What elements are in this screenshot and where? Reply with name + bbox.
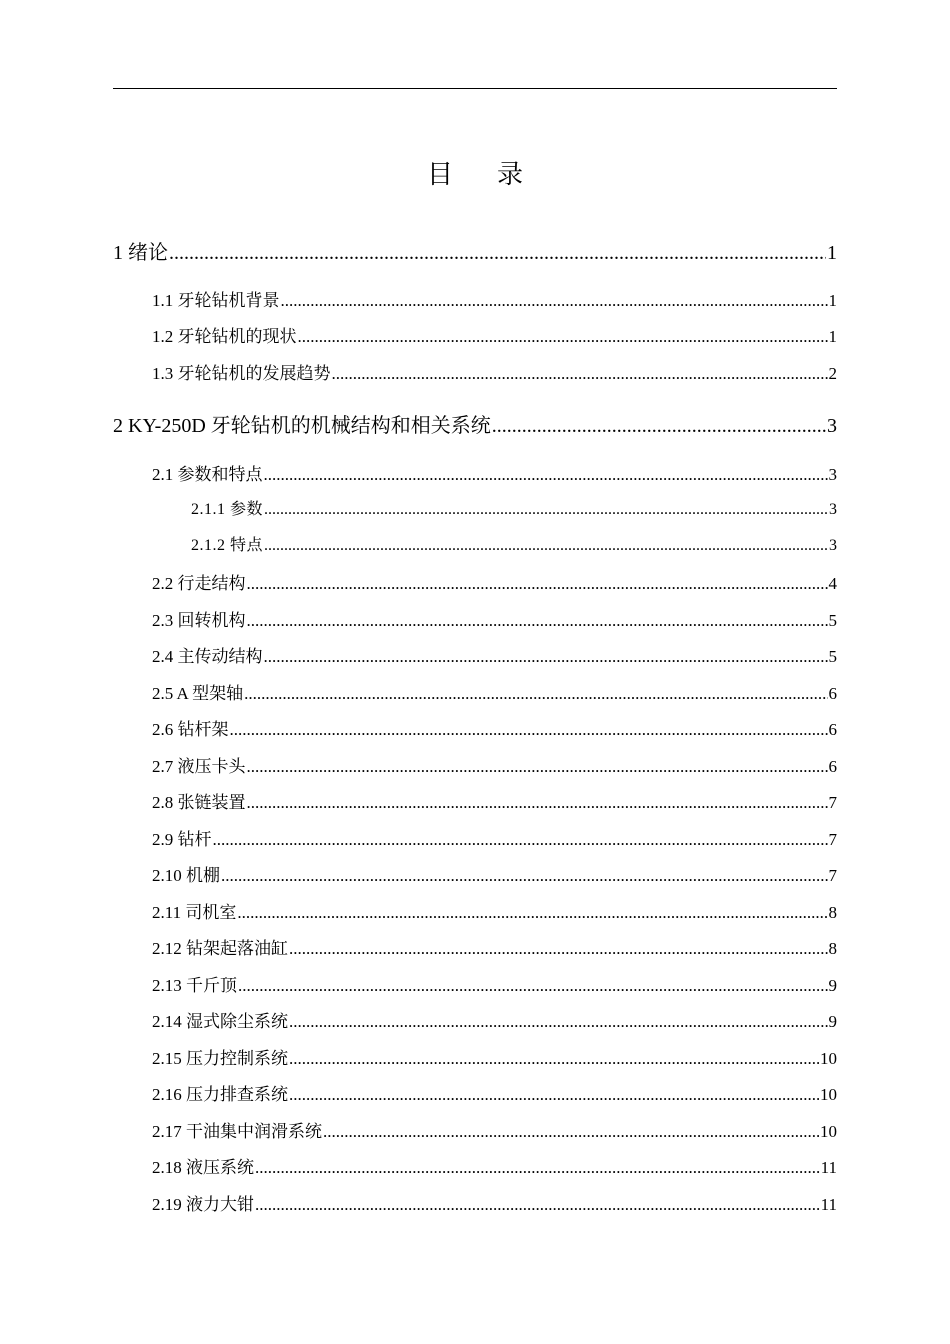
toc-entry-label: 2.12 钻架起落油缸 [152,939,288,958]
toc-entry-label: 2.17 干油集中润滑系统 [152,1122,322,1141]
toc-entry-page: 7 [828,793,837,812]
toc-dot-leader [281,291,828,311]
toc-dot-leader [289,939,828,959]
toc-entry-page: 4 [828,574,837,593]
toc-entry-page: 5 [828,611,837,630]
toc-entry-label: 2.19 液力大钳 [152,1195,254,1214]
toc-entry-page: 3 [827,415,837,437]
toc-entry-page: 10 [820,1122,837,1141]
toc-dot-leader [221,866,828,886]
toc-entry-page: 1 [828,327,837,346]
toc-entry-label: 1 绪论 [113,242,168,264]
toc-entry-page: 3 [829,537,837,554]
toc-entry-page: 3 [829,501,837,518]
toc-dot-leader [238,976,828,996]
toc-dot-leader [264,647,828,667]
toc-entry[interactable] [152,934,837,959]
toc-entry[interactable] [191,532,837,555]
toc-entry-page: 2 [828,364,837,383]
toc-entry-label: 2 KY-250D 牙轮钻机的机械结构和相关系统 [113,415,491,437]
toc-entry[interactable] [152,1007,837,1032]
toc-dot-leader [244,684,827,704]
toc-entry-label: 2.9 钻杆 [152,830,212,849]
toc-entry[interactable] [152,971,837,996]
toc-entry-label: 1.2 牙轮钻机的现状 [152,327,297,346]
toc-entry[interactable] [152,788,837,813]
toc-entry-label: 2.5 A 型架轴 [152,684,244,703]
toc-entry-label: 2.16 压力排查系统 [152,1085,288,1104]
toc-entry-label: 2.7 液压卡头 [152,757,246,776]
toc-entry-label: 2.1 参数和特点 [152,465,263,484]
toc-dot-leader [492,415,826,438]
toc-entry[interactable] [152,322,837,347]
toc-dot-leader [332,364,828,384]
toc-entry-page: 11 [820,1195,837,1214]
toc-entry-page: 1 [828,291,837,310]
toc-entry-label: 1.1 牙轮钻机背景 [152,291,280,310]
toc-entry[interactable] [152,606,837,631]
toc-entry[interactable] [152,569,837,594]
toc-entry[interactable] [152,460,837,485]
toc-entry[interactable] [152,1117,837,1142]
toc-entry[interactable] [152,861,837,886]
toc-dot-leader [230,720,828,740]
toc-entry[interactable] [113,236,837,265]
toc-entry-page: 10 [820,1049,837,1068]
toc-entry-page: 8 [828,939,837,958]
toc-dot-leader [247,611,828,631]
toc-dot-leader [247,793,828,813]
toc-entry-page: 6 [828,757,837,776]
toc-entry-page: 11 [820,1158,837,1177]
toc-dot-leader [298,327,828,347]
toc-entry-page: 9 [828,976,837,995]
toc-dot-leader [247,757,828,777]
toc-dot-leader [264,465,828,485]
toc-entry-page: 10 [820,1085,837,1104]
toc-entry-label: 2.8 张链装置 [152,793,246,812]
toc-dot-leader [255,1158,820,1178]
toc-dot-leader [289,1049,819,1069]
toc-dot-leader [213,830,828,850]
toc-entry-page: 7 [828,866,837,885]
toc-entry[interactable] [152,1080,837,1105]
toc-entry[interactable] [152,679,837,704]
toc-entry-label: 1.3 牙轮钻机的发展趋势 [152,364,331,383]
toc-entry[interactable] [152,825,837,850]
toc-entry-label: 2.13 千斤顶 [152,976,237,995]
toc-entry[interactable] [152,1153,837,1178]
toc-dot-leader [255,1195,820,1215]
toc-entry[interactable] [113,409,837,438]
toc-entry-page: 1 [827,242,837,264]
toc-entry[interactable] [152,715,837,740]
toc-dot-leader [289,1012,828,1032]
toc-title: 目录 [426,160,567,189]
toc-entry[interactable] [152,1044,837,1069]
toc-entry[interactable] [191,496,837,519]
toc-entry-label: 2.4 主传动结构 [152,647,263,666]
toc-entry-page: 6 [828,720,837,739]
toc-entry[interactable] [152,359,837,384]
toc-dot-leader [169,242,826,265]
toc-entry[interactable] [152,898,837,923]
toc-entry-page: 5 [828,647,837,666]
toc-entry-label: 2.14 湿式除尘系统 [152,1012,288,1031]
toc-dot-leader [264,537,828,555]
toc-dot-leader [264,501,828,519]
toc-entry-label: 2.6 钻杆架 [152,720,229,739]
toc-entry[interactable] [152,286,837,311]
toc-dot-leader [289,1085,819,1105]
toc-entry[interactable] [152,1190,837,1215]
toc-dot-leader [237,903,827,923]
toc-entry-page: 3 [828,465,837,484]
toc-entry-label: 2.3 回转机构 [152,611,246,630]
toc-entry[interactable] [152,752,837,777]
toc-entry-label: 2.15 压力控制系统 [152,1049,288,1068]
toc-entry-label: 2.10 机棚 [152,866,220,885]
toc-entry-label: 2.2 行走结构 [152,574,246,593]
toc-entry-page: 6 [828,684,837,703]
toc-entry-page: 8 [828,903,837,922]
toc-entry-label: 2.18 液压系统 [152,1158,254,1177]
toc-entry-page: 9 [828,1012,837,1031]
toc-dot-leader [247,574,828,594]
toc-entry-label: 2.1.2 特点 [191,537,264,554]
toc-entry-page: 7 [828,830,837,849]
toc-entry[interactable] [152,642,837,667]
toc-dot-leader [323,1122,819,1142]
toc-entry-label: 2.11 司机室 [152,903,237,922]
toc-entry-label: 2.1.1 参数 [191,501,264,518]
